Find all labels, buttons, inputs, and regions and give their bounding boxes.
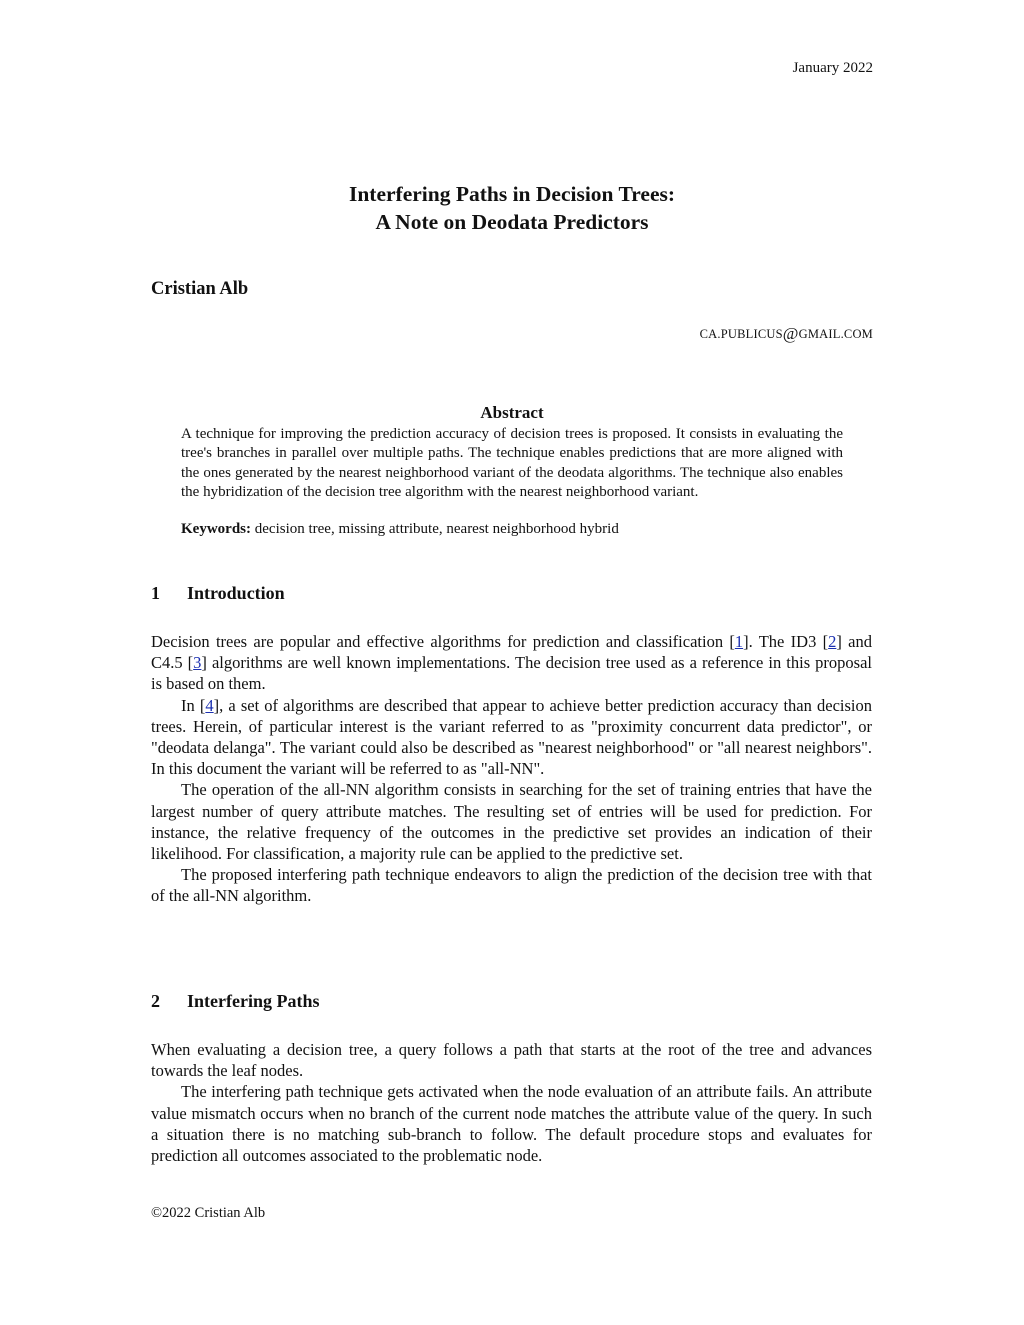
section-2-heading [151, 991, 319, 1012]
abstract-heading: Abstract [480, 403, 544, 422]
footer-copyright: ©2022 Cristian Alb [151, 1205, 266, 1221]
keywords-label: Keywords: [181, 521, 251, 537]
section-1-title: Introduction [187, 583, 285, 603]
section-2-body [151, 1039, 872, 1166]
keywords-text: decision tree, missing attribute, nearest neighborhood hybrid [251, 521, 619, 537]
title-line-2: A Note on Deodata Predictors [375, 210, 649, 234]
paths-paragraph-2: The interfering path technique gets activated when the node evaluation of an attribute fails. An attribute value mismatch occurs when no branch of the current node matches the attribute value of the query. In such a situation there is no matching sub-branch to follow. The default procedure stops and evaluates for prediction all outcomes associated to the problematic node. [151, 1082, 872, 1166]
paths-paragraph-1: When evaluating a decision tree, a query follows a path that starts at the root of the tree and advances towards the leaf nodes. [151, 1040, 872, 1081]
author-email [700, 323, 873, 343]
intro-paragraph-1: Decision trees are popular and effective algorithms for prediction and classification [1]. The ID3 [2] and C4.5 [3] algorithms are well known implementations. The decision tree used as a reference in this proposal is based on them. [151, 632, 872, 694]
section-1-heading [151, 583, 285, 604]
section-1-number: 1 [151, 583, 160, 603]
section-2-number: 2 [151, 991, 160, 1011]
title-line-1: Interfering Paths in Decision Trees: [348, 182, 676, 206]
intro-paragraph-2: In [4], a set of algorithms are described that appear to achieve better prediction accuracy than decision trees. Herein, of particular interest is the variant referred to as "proximity concurrent data predictor", or "deodata delanga". The variant could also be described as "nearest neighborhood" or "all nearest neighbors". In this document the variant will be referred to as "all-NN". [151, 695, 872, 779]
email-domain: GMAIL.COM [798, 327, 873, 341]
keywords [181, 521, 843, 538]
author-name: Cristian Alb [151, 279, 249, 299]
paper-title [0, 180, 1024, 236]
citation-link-2[interactable]: 2 [828, 632, 837, 651]
citation-link-4[interactable]: 4 [205, 695, 214, 715]
abstract-text: A technique for improving the prediction accuracy of decision trees is proposed. It consists in evaluating the tree's branches in parallel over multiple paths. The technique enables predictions that are more aligned with the ones generated by the nearest neighborhood variant of the deodata algorithms. The technique also enables the hybridization of the decision tree algorithm with the nearest neighborhood variant. [181, 426, 843, 501]
header-date: January 2022 [792, 60, 873, 76]
email-at: @ [782, 324, 799, 343]
intro-paragraph-4: The proposed interfering path technique endeavors to align the prediction of the decision tree with that of the all-NN algorithm. [151, 865, 872, 906]
citation-link-3[interactable]: 3 [193, 653, 202, 673]
section-1-body [151, 631, 872, 907]
citation-link-1[interactable]: 1 [734, 632, 744, 651]
email-user: CA.PUBLICUS [699, 327, 783, 341]
intro-paragraph-3: The operation of the all-NN algorithm consists in searching for the set of training entries that have the largest number of query attribute matches. The resulting set of entries will be used for prediction. For instance, the relative frequency of the outcomes in the predictive set provides an indication of their likelihood. For classification, a majority rule can be applied to the predictive set. [151, 780, 872, 864]
section-2-title: Interfering Paths [187, 991, 320, 1011]
